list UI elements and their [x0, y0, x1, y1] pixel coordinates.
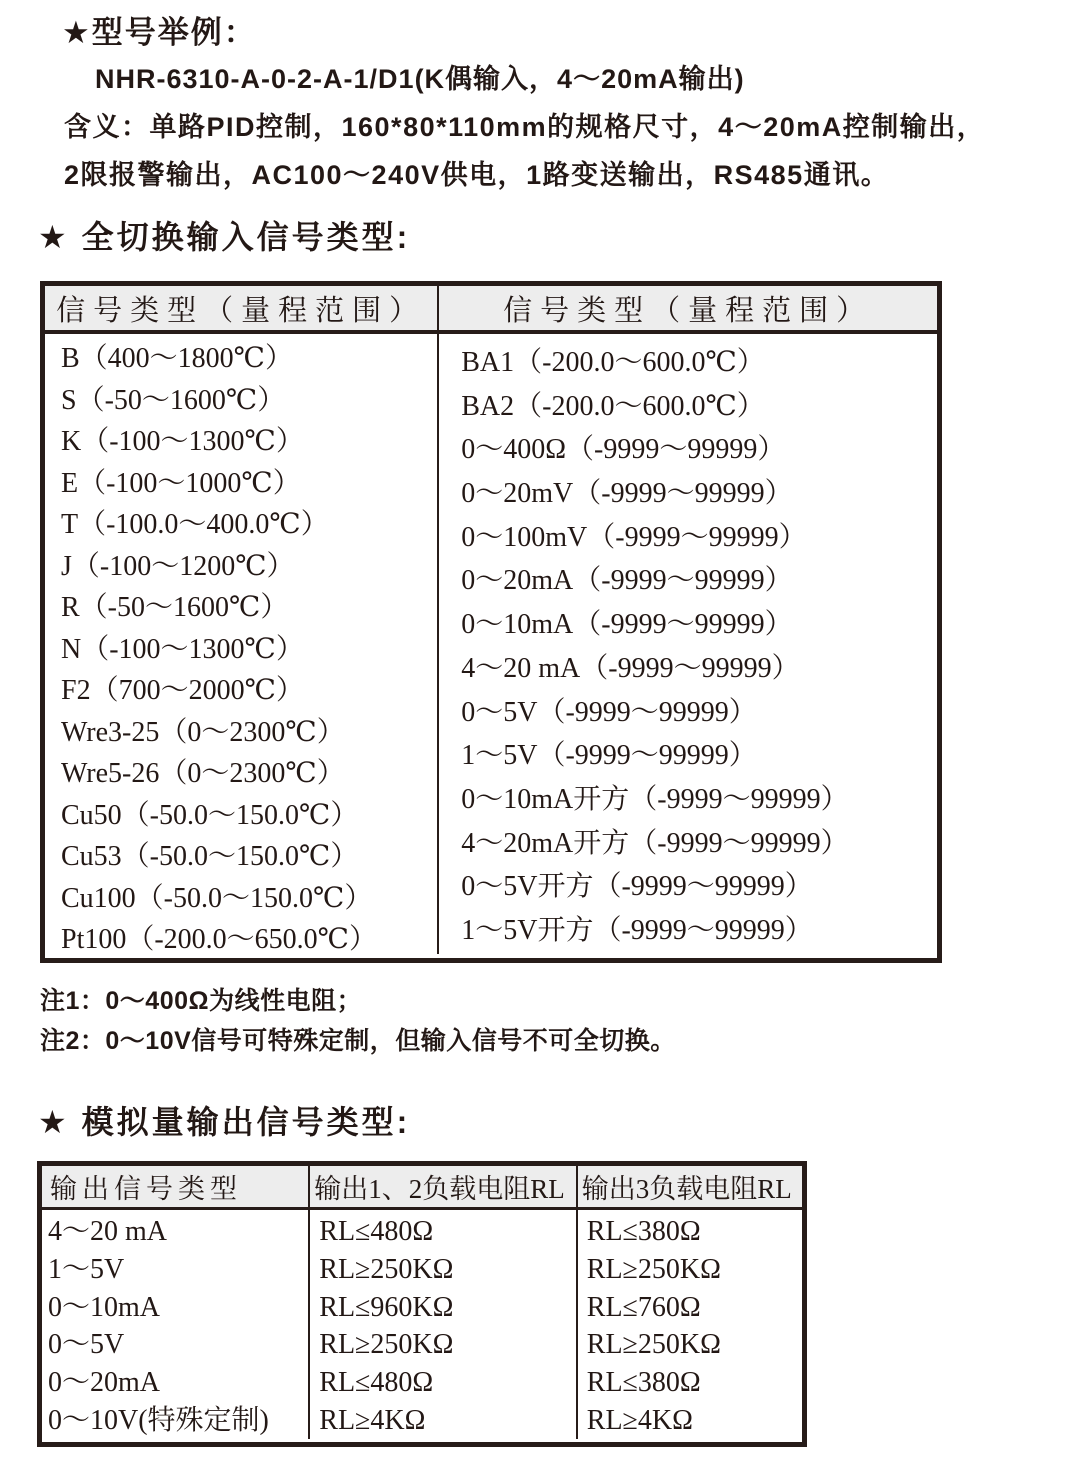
- table-row: Cu100（-50.0～150.0℃）: [61, 882, 373, 914]
- output-table-header-load-1-2: 输出1、2负载电阻RL: [310, 1166, 578, 1207]
- note-2: 注2：0～10V信号可特殊定制，但输入信号不可全切换。: [40, 1027, 676, 1055]
- table-row: 0～10mA（-9999～99999）: [461, 609, 793, 641]
- output-table-column-signal-type: [42, 1210, 310, 1439]
- table-row: Cu53（-50.0～150.0℃）: [61, 841, 359, 872]
- output-table-column-load-3: [578, 1210, 802, 1439]
- table-row: T（-100.0～400.0℃）: [61, 509, 329, 540]
- model-description-line-1: 含义：单路PID控制，160*80*110mm的规格尺寸，4～20mA控制输出，: [64, 112, 986, 142]
- table-cell: RL≤380Ω: [586, 1367, 701, 1399]
- table-row: B（400～1800℃）: [61, 343, 293, 374]
- table-cell: 1～5V: [48, 1253, 125, 1285]
- output-table-header-load-3: 输出3负载电阻RL: [581, 1174, 792, 1204]
- table-cell: RL≤380Ω: [586, 1216, 701, 1247]
- table-cell: RL≥250KΩ: [319, 1329, 454, 1361]
- table-cell: 0～10mA: [48, 1291, 161, 1323]
- table-cell: 0～10V(特殊定制): [48, 1404, 269, 1436]
- table-cell: RL≥4KΩ: [586, 1404, 693, 1436]
- output-table-body: [42, 1210, 802, 1439]
- table-row: 1～5V（-9999～99999）: [461, 740, 757, 772]
- output-table-column-load-1-2: [310, 1210, 578, 1439]
- model-description-line-2: 2限报警输出，AC100～240V供电，1路变送输出，RS485通讯。: [64, 160, 890, 190]
- table-cell: 0～5V: [48, 1329, 125, 1361]
- table-row: S（-50～1600℃）: [61, 384, 286, 416]
- table-row: 0～10mA开方（-9999～99999）: [461, 783, 849, 815]
- input-signal-table: [40, 281, 942, 963]
- table-row: Wre3-25（0～2300℃）: [61, 716, 345, 748]
- table-row: R（-50～1600℃）: [61, 592, 289, 623]
- input-table-header-left: 信号类型（量程范围）: [45, 286, 439, 330]
- input-table-body: [45, 334, 937, 954]
- table-row: 0～100mV（-9999～99999）: [461, 521, 807, 553]
- table-row: 0～20mV（-9999～99999）: [461, 478, 793, 510]
- table-row: F2（700～2000℃）: [61, 675, 304, 706]
- input-table-left-column: [45, 334, 439, 954]
- table-cell: RL≤480Ω: [319, 1216, 434, 1247]
- table-row: 0～5V开方（-9999～99999）: [461, 871, 813, 903]
- table-row: Cu50（-50.0～150.0℃）: [61, 799, 359, 831]
- table-cell: RL≥250KΩ: [319, 1253, 454, 1285]
- input-table-header-right: 信号类型（量程范围）: [503, 294, 874, 327]
- table-cell: RL≥250KΩ: [586, 1329, 721, 1361]
- table-cell: RL≤760Ω: [586, 1291, 701, 1323]
- table-cell: RL≤960KΩ: [319, 1291, 454, 1323]
- model-code-line: NHR-6310-A-0-2-A-1/D1(K偶输入，4～20mA输出): [95, 64, 745, 94]
- note-1: 注1：0～400Ω为线性电阻；: [40, 987, 363, 1015]
- input-table-right-column: [439, 334, 937, 954]
- table-row: BA2（-200.0～600.0℃）: [461, 390, 765, 422]
- output-signal-table: [37, 1161, 807, 1447]
- table-row: Wre5-26（0～2300℃）: [61, 758, 345, 789]
- output-table-header-signal-type: 输出信号类型: [42, 1166, 310, 1207]
- table-row: 1～5V开方（-9999～99999）: [461, 914, 813, 946]
- table-row: J（-100～1200℃）: [61, 550, 295, 582]
- table-cell: RL≥250KΩ: [586, 1253, 721, 1285]
- table-row: 0～5V（-9999～99999）: [461, 696, 757, 728]
- page-title: ★型号举例：: [62, 15, 257, 50]
- table-row: E（-100～1000℃）: [61, 467, 301, 499]
- table-cell: RL≥4KΩ: [319, 1404, 426, 1436]
- table-row: 4～20mA开方（-9999～99999）: [461, 827, 849, 859]
- table-row: 4～20 mA（-9999～99999）: [461, 652, 800, 684]
- output-table-header-row: [42, 1166, 802, 1210]
- table-row: BA1（-200.0～600.0℃）: [461, 347, 765, 378]
- table-cell: 4～20 mA: [48, 1216, 168, 1247]
- table-cell: 0～20mA: [48, 1367, 161, 1399]
- table-row: 0～400Ω（-9999～99999）: [461, 434, 786, 466]
- table-row: K（-100～1300℃）: [61, 426, 304, 457]
- table-row: Pt100（-200.0～650.0℃）: [61, 924, 377, 954]
- table-cell: RL≤480Ω: [319, 1367, 434, 1399]
- input-table-header-row: [45, 286, 937, 334]
- input-signal-section-heading: ★ 全切换输入信号类型:: [38, 219, 411, 255]
- output-signal-section-heading: ★ 模拟量输出信号类型:: [38, 1104, 411, 1140]
- table-row: N（-100～1300℃）: [61, 633, 304, 665]
- table-row: 0～20mA（-9999～99999）: [461, 565, 793, 597]
